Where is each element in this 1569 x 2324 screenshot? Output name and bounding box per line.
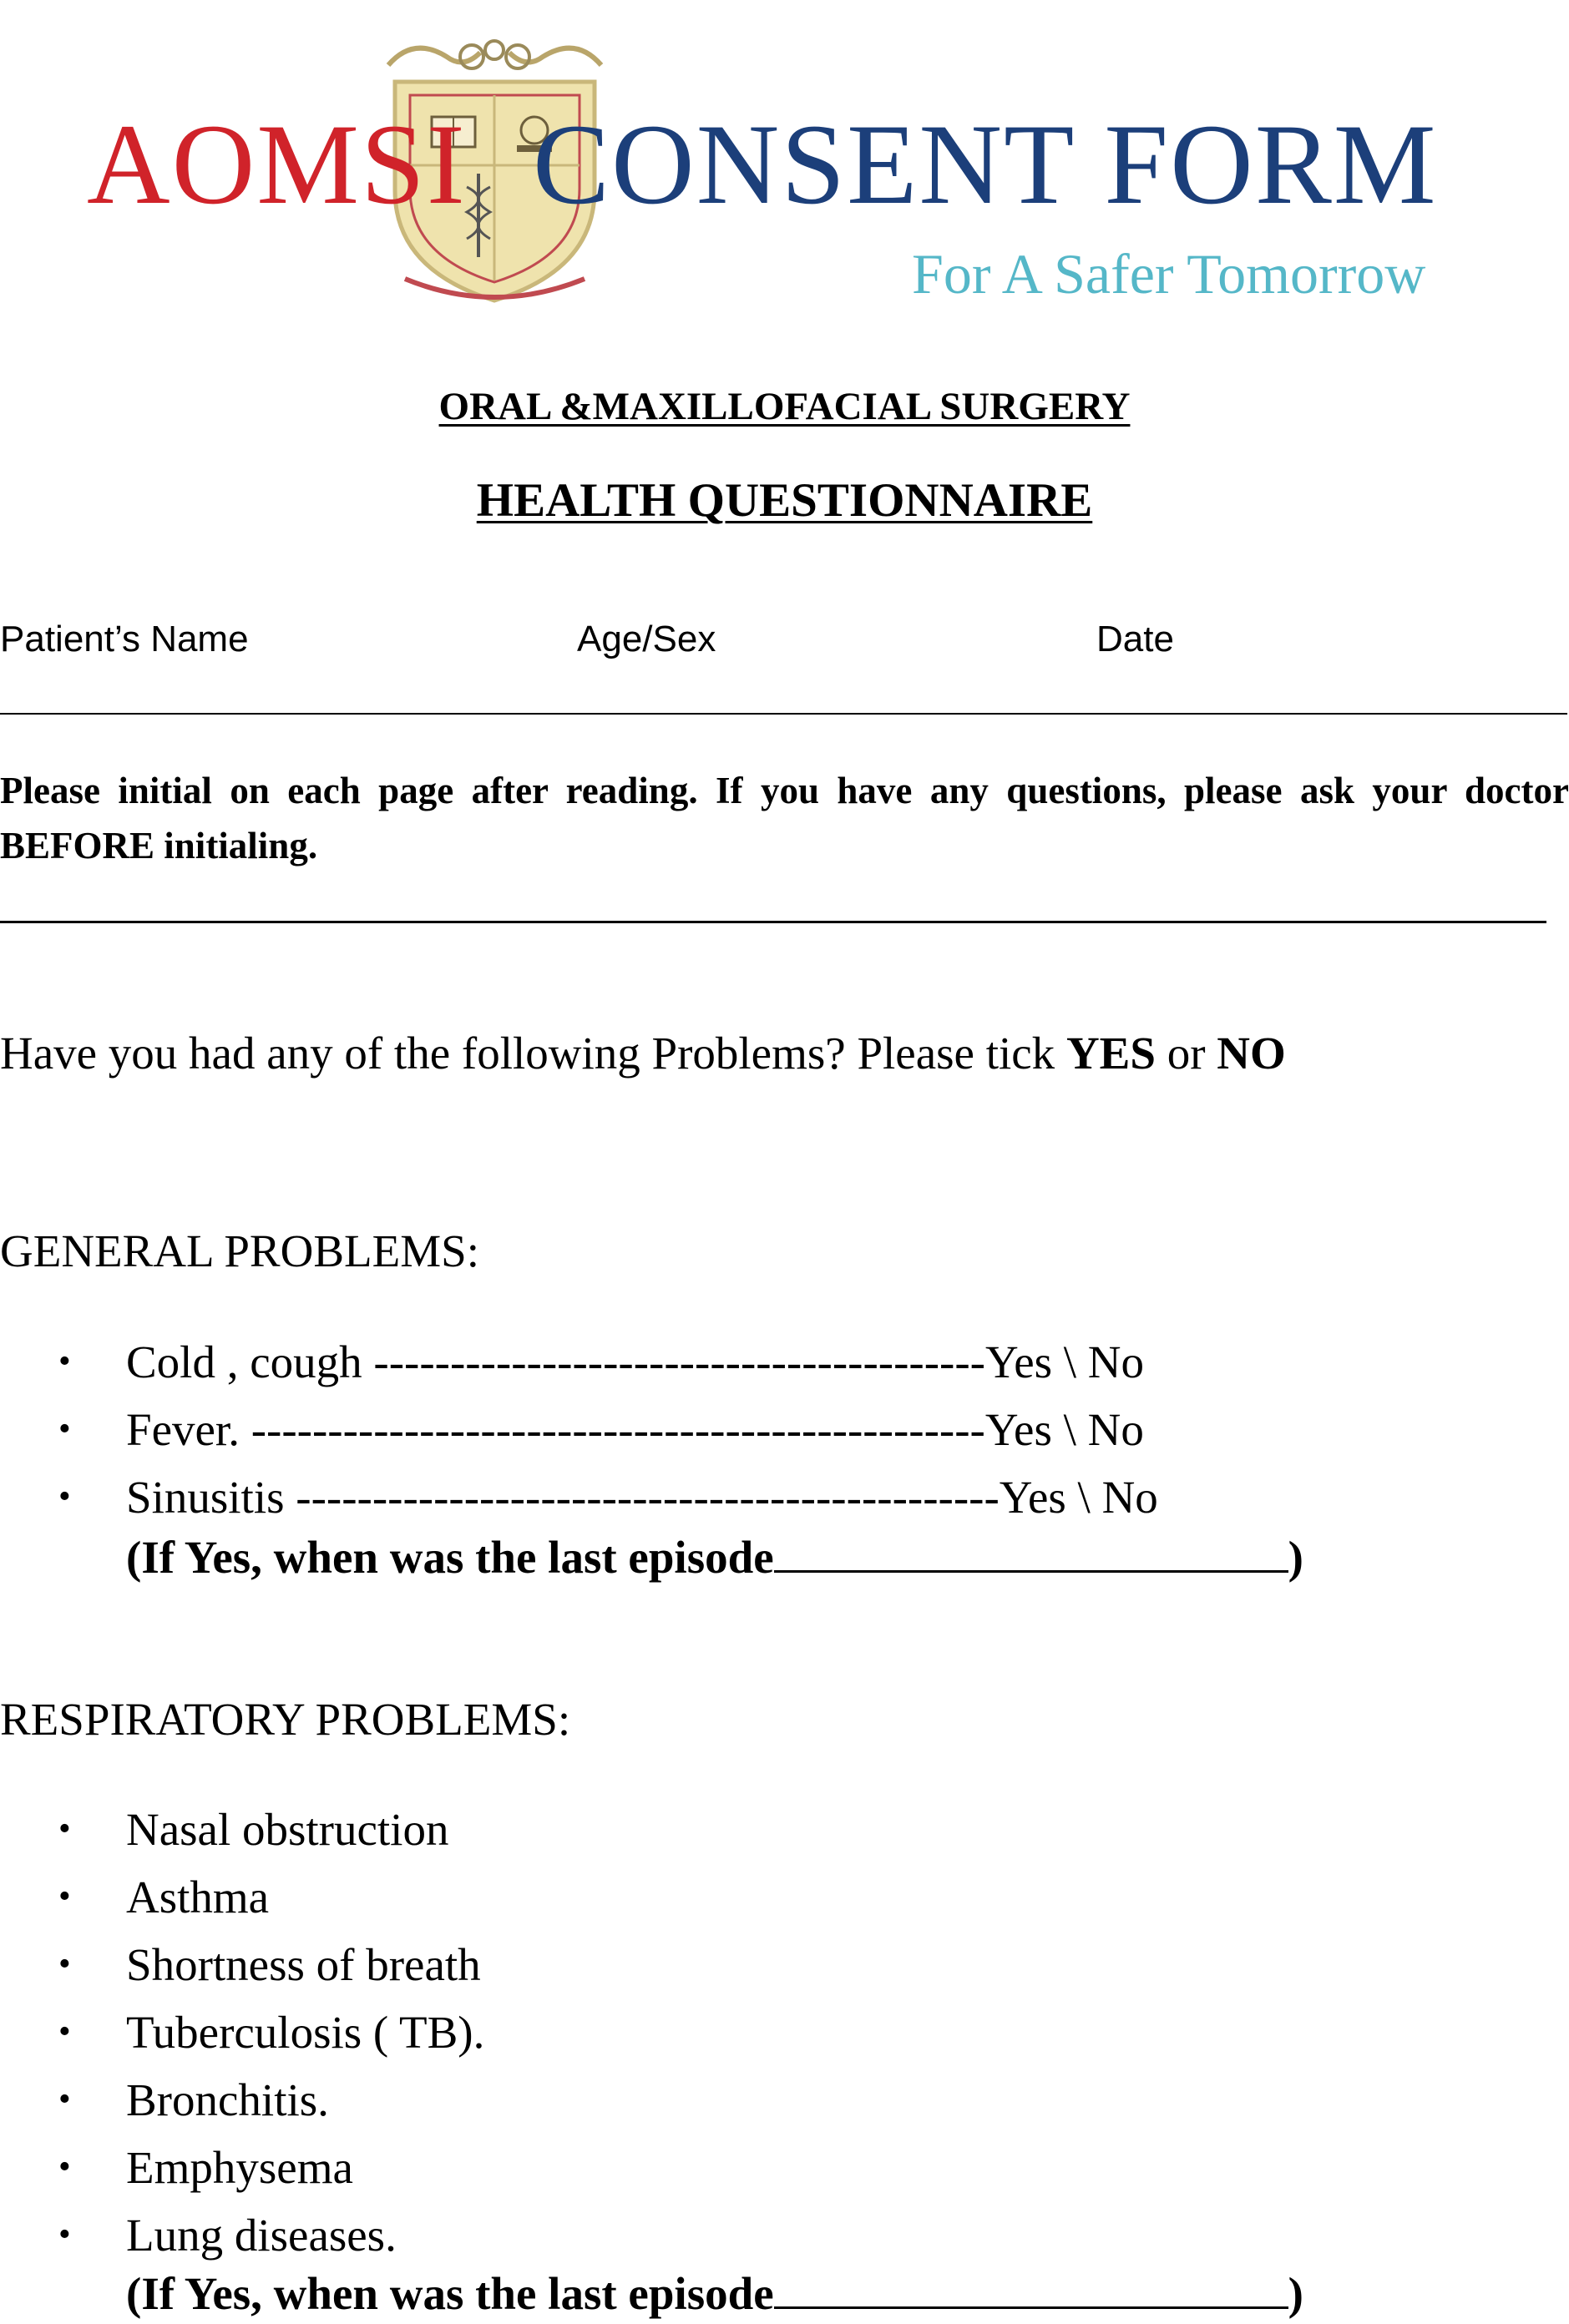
general-problems-heading: GENERAL PROBLEMS:: [0, 1225, 479, 1276]
respiratory-followup: [126, 2269, 1303, 2320]
question-or: or: [1155, 1028, 1217, 1079]
list-item-label: Cold , cough ----------------------------------------Yes \ No: [126, 1336, 1145, 1387]
brand-aomsi: AOMSI: [87, 100, 467, 228]
bullet-icon: •: [58, 2080, 71, 2119]
bullet-icon: •: [58, 1877, 71, 1916]
brand-consent-form: CONSENT FORM: [533, 100, 1438, 228]
bullet-icon: •: [58, 1945, 71, 1983]
list-item-label: Tuberculosis ( TB).: [126, 2007, 485, 2058]
form-title: HEALTH QUESTIONNAIRE: [476, 474, 1093, 527]
patient-name-label: Patient’s Name: [0, 619, 249, 659]
bullet-icon: •: [58, 2013, 71, 2051]
date-label: Date: [1096, 619, 1174, 659]
instruction-text: Please initial on each page after reading. If you have any questions, please ask your doctor BEFORE initialing.: [0, 770, 1569, 866]
age-sex-label: Age/Sex: [577, 619, 716, 659]
no-option-label: NO: [1217, 1028, 1286, 1079]
list-item-label: Asthma: [126, 1872, 270, 1922]
list-item-label: Nasal obstruction: [126, 1804, 449, 1855]
question-prefix: Have you had any of the following Problems? Please tick: [0, 1028, 1066, 1079]
bullet-icon: •: [58, 1478, 71, 1516]
patient-fields-rule: [0, 713, 1567, 715]
yes-option-label: YES: [1065, 1028, 1156, 1079]
bullet-icon: •: [58, 1342, 71, 1381]
list-item-label: Shortness of breath: [126, 1939, 481, 1990]
general-followup: [126, 1533, 1303, 1584]
bullet-icon: •: [58, 2148, 71, 2186]
followup-prefix: (If Yes, when was the last episode: [126, 2268, 774, 2319]
list-item-label: Lung diseases.: [126, 2210, 397, 2261]
department-title: ORAL &MAXILLOFACIAL SURGERY: [438, 385, 1131, 428]
followup-prefix: (If Yes, when was the last episode: [126, 1532, 774, 1583]
list-item-label: Sinusitis ----------------------------------------------Yes \ No: [126, 1472, 1158, 1523]
respiratory-problems-heading: RESPIRATORY PROBLEMS:: [0, 1694, 571, 1745]
list-item-label: Bronchitis.: [126, 2074, 329, 2125]
brand-tagline: For A Safer Tomorrow: [912, 242, 1426, 306]
followup-suffix: ): [1288, 1532, 1303, 1583]
bullet-icon: •: [58, 1810, 71, 1848]
followup-suffix: ): [1288, 2268, 1303, 2319]
bullet-icon: •: [58, 1410, 71, 1448]
last-episode-field[interactable]: [774, 2270, 1288, 2309]
last-episode-field[interactable]: [774, 1533, 1288, 1573]
bullet-icon: •: [58, 2215, 71, 2254]
list-item-label: Fever. ------------------------------------------------Yes \ No: [126, 1404, 1144, 1455]
instruction-rule: [0, 921, 1546, 923]
question-prompt: [0, 1028, 1286, 1079]
list-item-label: Emphysema: [126, 2142, 353, 2193]
